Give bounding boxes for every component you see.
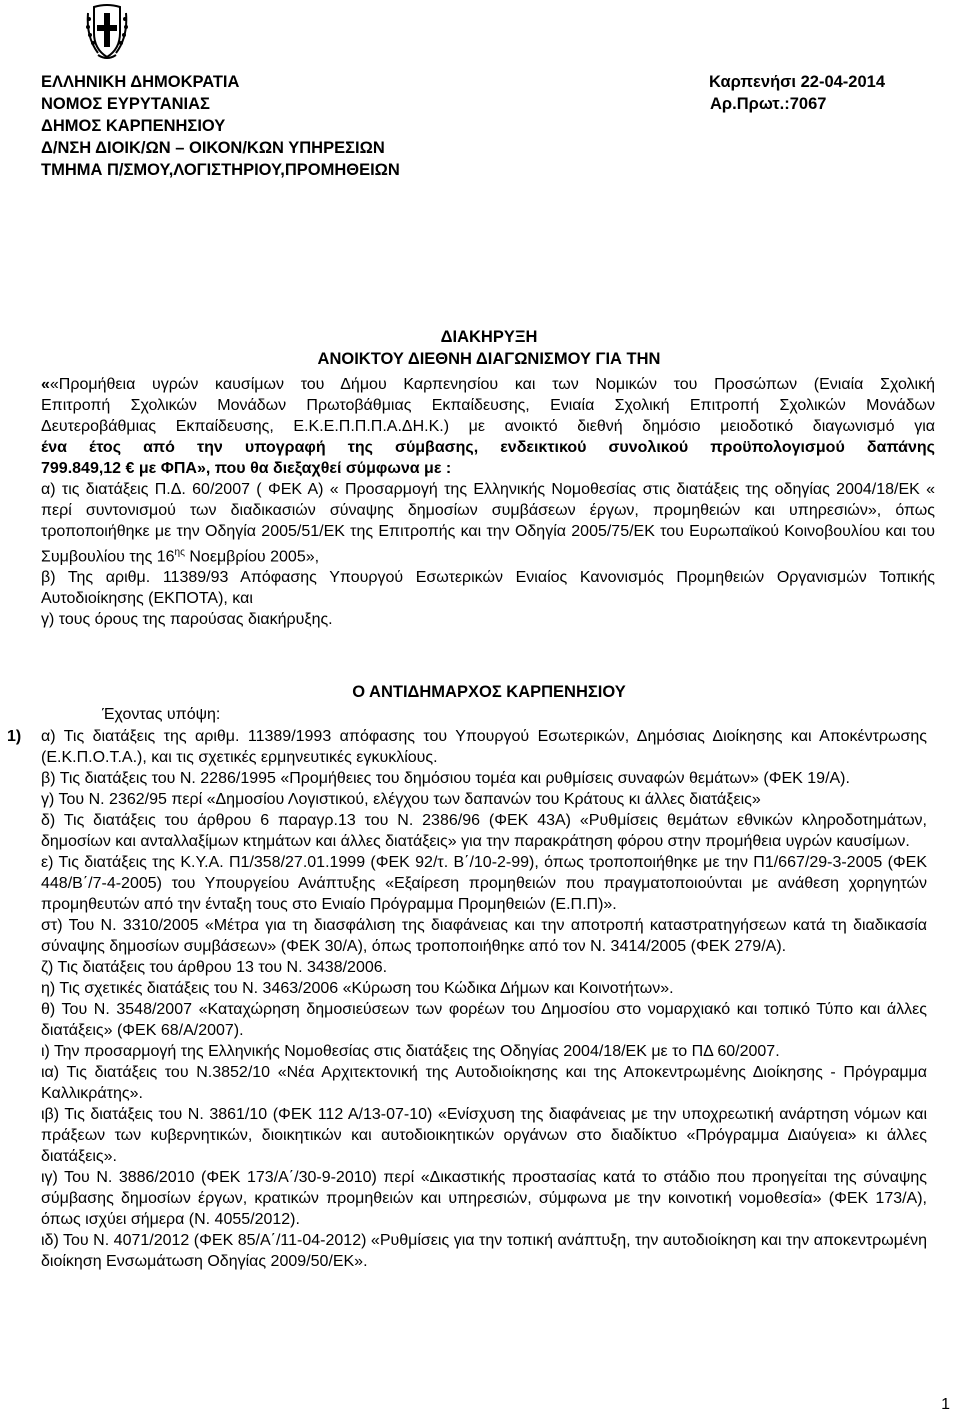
condition-c: γ) τους όρους της παρούσας διακήρυξης. bbox=[41, 611, 333, 629]
issuer-line: ΔΗΜΟΣ ΚΑΡΠΕΝΗΣΙΟΥ bbox=[41, 117, 226, 135]
subject-line: 799.849,12 € με ΦΠΑ», που θα διεξαχθεί σύμφωνα με : bbox=[41, 460, 452, 477]
subject-line-text: «Προμήθεια υγρών καυσίμων του Δήμου Καρπενησίου και των Νομικών του Προσώπων (Ενιαία Σχολική bbox=[49, 376, 935, 393]
list-item-text: α) Τις διατάξεις της αριθμ. 11389/1993 απόφασης του Υπουργού Εσωτερικών, Δημόσιας Διοίκησης και Αποκέντρωσης (Ε.Κ.Π.Ο.Τ.Α.), και τις σχετικές ερμηνευτικές εγκυκλίους. bbox=[41, 728, 927, 766]
date-protocol-block bbox=[709, 71, 885, 115]
issuer-block bbox=[41, 71, 400, 181]
announcement-subtitle: ΑΝΟΙΚΤΟΥ ΔΙΕΘΝΗ ΔΙΑΓΩΝΙΣΜΟΥ ΓΙΑ ΤΗΝ bbox=[317, 350, 661, 368]
protocol-number: Αρ.Πρωτ.:7067 bbox=[710, 95, 827, 113]
legal-references-list bbox=[7, 726, 927, 1272]
list-item: η) Τις σχετικές διατάξεις του Ν. 3463/2006 «Κύρωση του Κώδικα Δήμων και Κοινοτήτων». bbox=[41, 980, 674, 997]
condition-a-tail: Νοεμβρίου 2005», bbox=[184, 548, 320, 566]
subject-line: ««Προμήθεια υγρών καυσίμων του Δήμου Καρπενησίου και των Νομικών του Προσώπων (Ενιαία Σχολική bbox=[41, 376, 935, 393]
list-item-number: 1) bbox=[7, 728, 22, 745]
page-number: 1 bbox=[941, 1396, 950, 1413]
subject-line: ένα έτος από την υπογραφή της σύμβασης, ενδεικτικού συνολικού προϋπολογισμού δαπάνης bbox=[41, 439, 935, 456]
document-date: Καρπενήσι 22-04-2014 bbox=[709, 73, 886, 91]
list-item: ιδ) Του Ν. 4071/2012 (ΦΕΚ 85/Α΄/11-04-2012) «Ρυθμίσεις για την τοπική ανάπτυξη, την αυτοδιοίκηση και την αποκεντρωμένη διοίκηση Ενσωμάτωση Οδηγίας 2009/50/ΕΚ». bbox=[41, 1232, 927, 1270]
greek-emblem-icon bbox=[84, 3, 130, 61]
list-item: στ) Του Ν. 3310/2005 «Μέτρα για τη διασφάλιση της διαφάνειας και την αποτροπή καταστρατηγήσεων κατά τη διαδικασία σύναψης δημοσίων συμβάσεων» (ΦΕΚ 30/Α), όπως τροποποιήθηκε από τον Ν. 3414/2005 (ΦΕΚ 279/Α). bbox=[41, 917, 927, 955]
list-item: ζ) Τις διατάξεις του άρθρου 13 του Ν. 3438/2006. bbox=[41, 959, 388, 976]
condition-a bbox=[41, 479, 935, 567]
issuer-line: ΕΛΛΗΝΙΚΗ ΔΗΜΟΚΡΑΤΙΑ bbox=[41, 73, 240, 91]
issuer-line: ΝΟΜΟΣ ΕΥΡΥΤΑΝΙΑΣ bbox=[41, 95, 210, 113]
list-item: θ) Του Ν. 3548/2007 «Καταχώρηση δημοσιεύσεων των φορέων του Δημοσίου στο νομαρχιακό και τοπικό Τύπο και άλλες διατάξεις» (ΦΕΚ 68/Α/2007). bbox=[41, 1001, 927, 1039]
condition-b: β) Της αριθμ. 11389/93 Απόφασης Υπουργού Εσωτερικών Ενιαίος Κανονισμός Προμηθειών Οργανισμών Τοπικής Αυτοδιοίκησης (ΕΚΠΟΤΑ), και bbox=[41, 569, 935, 608]
official-title: Ο ΑΝΤΙΔΗΜΑΡΧΟΣ ΚΑΡΠΕΝΗΣΙΟΥ bbox=[352, 683, 626, 701]
list-item: ε) Τις διατάξεις της Κ.Υ.Α. Π1/358/27.01.1999 (ΦΕΚ 92/τ. Β΄/10-2-99), όπως τροποποιήθηκε με την Π1/667/29-3-2005 (ΦΕΚ 448/Β΄/7-4-2005) του Υπουργείου Ανάπτυξης «Εξαίρεση προμηθειών που πραγματοποιούνται με ανάθεση χορηγητών προμηθευτών από την ένταξη τους στο Ενιαίο Πρόγραμμα Προμηθειών (Ε.Π.Π)». bbox=[41, 854, 927, 913]
subject-paragraph bbox=[41, 374, 935, 479]
announcement-title: ΔΙΑΚΗΡΥΞΗ bbox=[440, 328, 538, 346]
condition-a-text: α) τις διατάξεις Π.Δ. 60/2007 ( ΦΕΚ Α) « Προσαρμογή της Ελληνικής Νομοθεσίας στις διατάξεις της οδηγίας 2004/18/ΕΚ « περί συντονισμού των διαδικασιών σύναψης δημοσίων συμβάσεων έργων, προμηθειών και υπηρεσιών», όπως τροποποιήθηκε με την Οδηγία 2005/51/ΕΚ της Επιτροπής και την Οδηγία 2005/75/ΕΚ του Ευρωπαϊκού Κοινοβουλίου και του Συμβουλίου της 16 bbox=[41, 481, 935, 566]
superscript-ordinal: ης bbox=[174, 547, 185, 558]
list-item: δ) Τις διατάξεις του άρθρου 6 παραγρ.13 του Ν. 2386/96 (ΦΕΚ 43Α) «Ρυθμίσεις θεμάτων εθνικών κληροδοτημάτων, δημοσίων και ανταλλαξίμων κτημάτων και άλλες διατάξεις» για την παρακράτηση φόρου στην προμήθεια υγρών καυσίμων. bbox=[41, 812, 927, 850]
list-item: γ) Του Ν. 2362/95 περί «Δημοσίου Λογιστικού, ελέγχου των δαπανών του Κράτους κι άλλες διατάξεις» bbox=[41, 791, 761, 808]
list-item: ιβ) Τις διατάξεις του Ν. 3861/10 (ΦΕΚ 112 Α/13-07-10) «Ενίσχυση της διαφάνειας με την υποχρεωτική ανάρτηση νόμων και πράξεων των κυβερνητικών, διοικητικών και αυτοδιοικητικών οργάνων στο διαδίκτυο «Πρόγραμμα Διαύγεια» κι άλλες διατάξεις». bbox=[41, 1106, 927, 1165]
issuer-line: ΤΜΗΜΑ Π/ΣΜΟΥ,ΛΟΓΙΣΤΗΡΙΟΥ,ΠΡΟΜΗΘΕΙΩΝ bbox=[41, 161, 400, 179]
list-item: ι) Την προσαρμογή της Ελληνικής Νομοθεσίας στις διατάξεις της Οδηγίας 2004/18/ΕΚ με το ΠΔ 60/2007. bbox=[41, 1043, 780, 1060]
list-item bbox=[7, 726, 927, 768]
subject-line: Δευτεροβάθμιας Εκπαίδευσης, Ε.Κ.Ε.Π.Π.Π.Α.ΔΗ.Κ.) με ανοικτό διεθνή δημόσιο μειοδοτικό διαγωνισμό για bbox=[41, 418, 935, 435]
subject-line: Επιτροπή Σχολικών Μονάδων Πρωτοβάθμιας Εκπαίδευσης, Ενιαία Σχολική Επιτροπή Σχολικών Μονάδων bbox=[41, 397, 935, 414]
list-item: ιγ) Του Ν. 3886/2010 (ΦΕΚ 173/Α΄/30-9-2010) περί «Δικαστικής προστασίας κατά το στάδιο που προηγείται της σύναψης σύμβασης δημοσίων έργων, κρατικών προμηθειών και υπηρεσιών, σύμφωνα με την κοινοτική νομοθεσία» (ΦΕΚ 173/Α), όπως ισχύει σήμερα (Ν. 4055/2012). bbox=[41, 1169, 927, 1228]
list-item: ια) Τις διατάξεις του Ν.3852/10 «Νέα Αρχιτεκτονική της Αυτοδιοίκησης και της Αποκεντρωμένης Διοίκησης - Πρόγραμμα Καλλικράτης». bbox=[41, 1064, 927, 1102]
conditions-block bbox=[41, 479, 935, 630]
having-regard-label: Έχοντας υπόψη: bbox=[102, 706, 221, 723]
list-item: β) Τις διατάξεις του Ν. 2286/1995 «Προμήθειες του δημόσιου τομέα και ρυθμίσεις συναφών θεμάτων» (ΦΕΚ 19/Α). bbox=[41, 770, 850, 787]
issuer-line: Δ/ΝΣΗ ΔΙΟΙΚ/ΩΝ – ΟΙΚΟΝ/ΚΩΝ ΥΠΗΡΕΣΙΩΝ bbox=[41, 139, 385, 157]
